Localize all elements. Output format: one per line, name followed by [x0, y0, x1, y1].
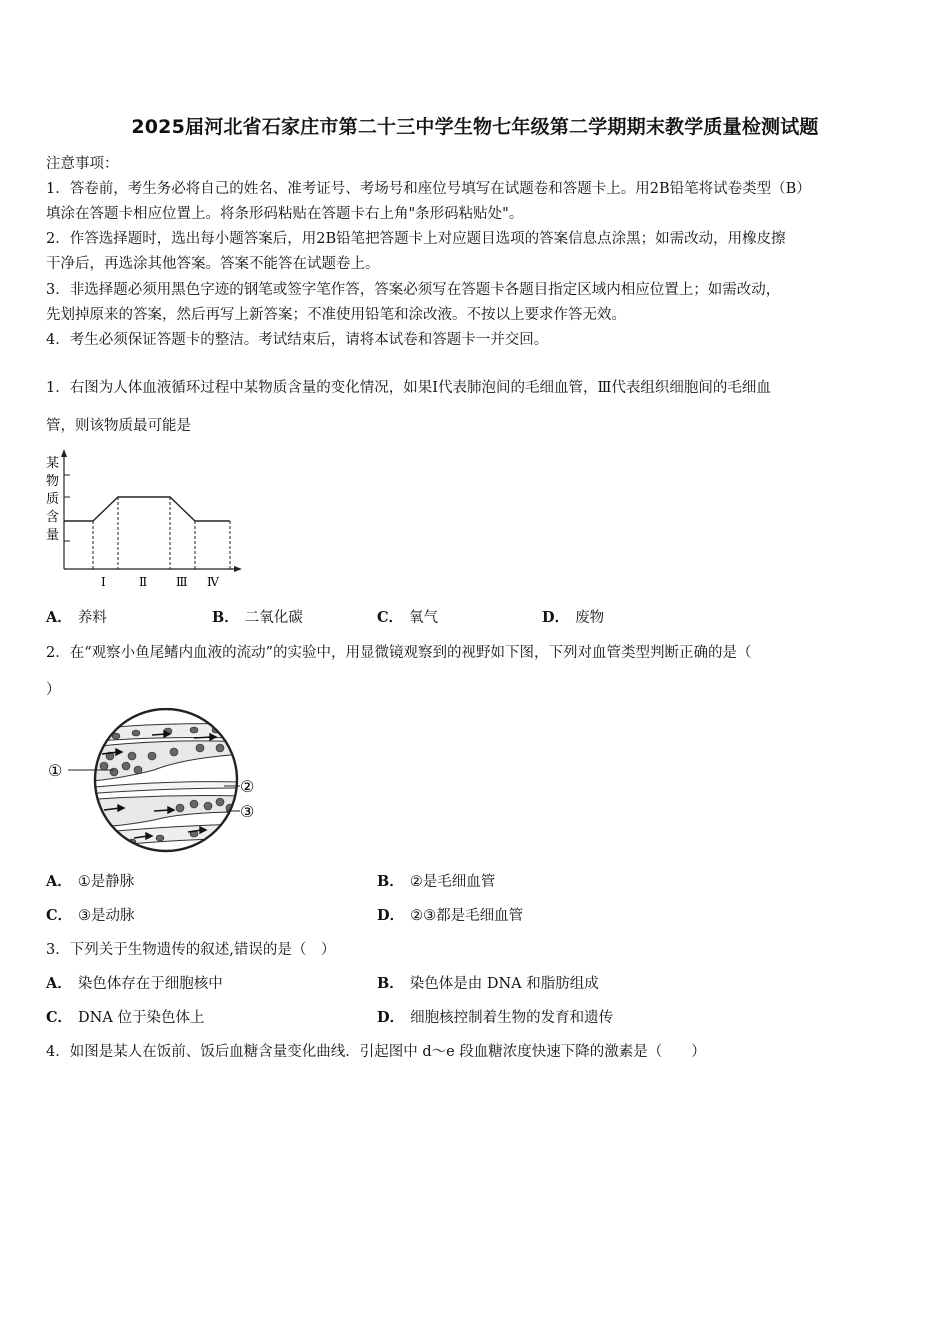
option-letter: A． [46, 975, 72, 992]
option-letter: C． [377, 609, 404, 626]
q1-ylabel-char: 质 [46, 492, 60, 507]
q1-x-tick-label: Ⅲ [176, 575, 188, 589]
q2-stem-line2: ） [46, 682, 61, 698]
q1-content-chart [40, 445, 250, 595]
q1-content-curve [64, 497, 230, 521]
q2-option-c[interactable] [46, 904, 135, 925]
q1-option-b[interactable] [212, 606, 303, 627]
option-letter: A． [46, 609, 72, 626]
option-letter: D． [542, 609, 570, 626]
notice-line: 2．作答选择题时，选出每小题答案后，用2B铅笔把答题卡上对应题目选项的答案信息点涂黑；如需改动，用橡皮擦 [46, 231, 786, 247]
option-letter: A． [46, 873, 72, 890]
notice-line: 3．非选择题必须用黑色字迹的钢笔或签字笔作答，答案必须写在答题卡各题目指定区域内相应位置上；如需改动， [46, 282, 781, 298]
option-letter: C． [46, 907, 73, 924]
q1-ylabel-char: 含 [46, 510, 60, 525]
q1-x-tick-label: Ⅳ [207, 575, 219, 589]
q1-y-arrow [61, 449, 67, 457]
q1-stem-line1: 1．右图为人体血液循环过程中某物质含量的变化情况，如果Ⅰ代表肺泡间的毛细血管，Ⅲ代表组织细胞间的毛细血 [46, 380, 771, 396]
notice-line: 先划掉原来的答案，然后再写上新答案；不准使用铅笔和涂改液。不按以上要求作答无效。 [46, 307, 626, 323]
q1-option-c[interactable] [377, 606, 438, 627]
option-letter: D． [377, 1009, 405, 1026]
q1-ylabel-char: 物 [46, 474, 60, 489]
q2-option-b[interactable] [377, 870, 495, 891]
q2-stem-line1: 2．在“观察小鱼尾鳍内血液的流动”的实验中，用显微镜观察到的视野如下图，下列对血管类型判断正确的是（ [46, 645, 752, 661]
option-letter: D． [377, 907, 405, 924]
label-1: ① [48, 761, 63, 780]
q3-option-a[interactable] [46, 972, 223, 993]
q4-stem: 4．如图是某人在饭前、饭后血糖含量变化曲线．引起图中 d～e 段血糖浓度快速下降的激素是（ ） [46, 1044, 706, 1060]
option-letter: C． [46, 1009, 73, 1026]
option-text: 废物 [575, 610, 605, 626]
option-text: 染色体是由 DNA 和脂肪组成 [409, 976, 599, 992]
q1-stem-line2: 管，则该物质最可能是 [46, 418, 191, 434]
option-letter: B． [212, 609, 239, 626]
label-2: ② [240, 777, 255, 796]
notice-line: 1．答卷前，考生务必将自己的姓名、准考证号、考场号和座位号填写在试题卷和答题卡上。用2B铅笔将试卷类型（B） [46, 181, 811, 197]
option-text: ①是静脉 [77, 874, 135, 890]
label-3: ③ [240, 802, 255, 821]
option-text: 染色体存在于细胞核中 [77, 976, 223, 992]
option-text: ②是毛细血管 [409, 874, 496, 890]
option-text: 氧气 [409, 610, 439, 626]
notice-line: 填涂在答题卡相应位置上。将条形码粘贴在答题卡右上角"条形码粘贴处"。 [46, 206, 524, 222]
option-letter: B． [377, 873, 404, 890]
q3-option-c[interactable] [46, 1006, 204, 1027]
microscope-view-figure [44, 708, 264, 858]
q3-option-d[interactable] [377, 1006, 613, 1027]
notice-line: 4．考生必须保证答题卡的整洁。考试结束后，请将本试卷和答题卡一并交回。 [46, 332, 549, 348]
q1-ylabel-char: 量 [46, 528, 60, 543]
q2-option-d[interactable] [377, 904, 523, 925]
option-text: 养料 [77, 610, 107, 626]
q1-x-tick-label: Ⅱ [139, 575, 148, 589]
q1-x-tick-label: Ⅰ [101, 575, 106, 589]
q1-ylabel-char: 某 [46, 456, 60, 471]
q3-option-b[interactable] [377, 972, 599, 993]
option-letter: B． [377, 975, 404, 992]
q2-option-a[interactable] [46, 870, 134, 891]
option-text: DNA 位于染色体上 [78, 1010, 205, 1026]
option-text: 细胞核控制着生物的发育和遗传 [410, 1010, 614, 1026]
notice-line: 干净后，再选涂其他答案。答案不能答在试题卷上。 [46, 256, 380, 272]
option-text: 二氧化碳 [244, 610, 303, 626]
notice-heading: 注意事项： [46, 156, 119, 172]
option-text: ②③都是毛细血管 [410, 908, 524, 924]
option-text: ③是动脉 [78, 908, 135, 924]
page-title: 2025届河北省石家庄市第二十三中学生物七年级第二学期期末教学质量检测试题 [131, 116, 819, 138]
q3-stem: 3．下列关于生物遗传的叙述,错误的是（ ） [46, 942, 336, 958]
q1-option-d[interactable] [542, 606, 604, 627]
q1-x-arrow [234, 566, 242, 572]
q1-option-a[interactable] [46, 606, 107, 627]
